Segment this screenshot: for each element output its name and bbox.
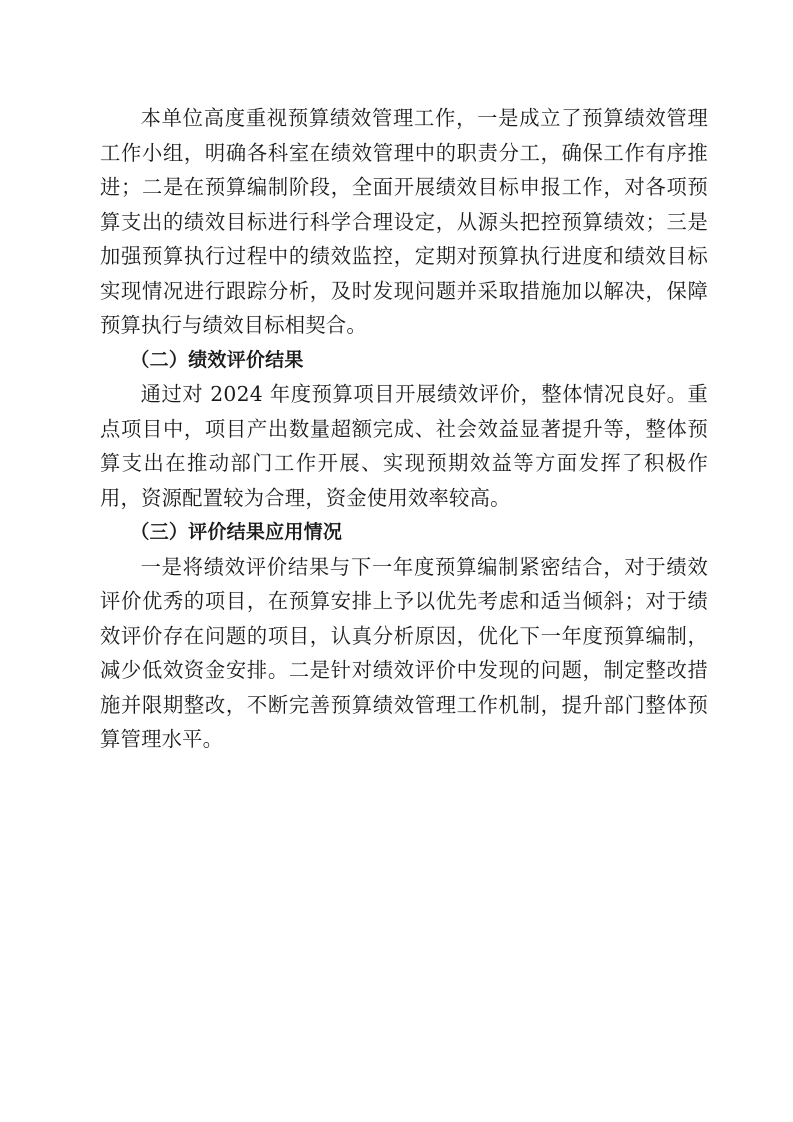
paragraph-budget-management: 本单位高度重视预算绩效管理工作，一是成立了预算绩效管理工作小组，明确各科室在绩效管理中的职责分工，确保工作有序推进；二是在预算编制阶段，全面开展绩效目标申报工作，对各项预算支出的绩效目标进行科学合理设定，从源头把控预算绩效；三是加强预算执行过程中的绩效监控，定期对预算执行进度和绩效目标实现情况进行跟踪分析，及时发现问题并采取措施加以解决，保障预算执行与绩效目标相契合。	[100, 106, 708, 337]
paragraph-results-application: 一是将绩效评价结果与下一年度预算编制紧密结合，对于绩效评价优秀的项目，在预算安排上予以优先考虑和适当倾斜；对于绩效评价存在问题的项目，认真分析原因，优化下一年度预算编制，减少低效资金安排。二是针对绩效评价中发现的问题，制定整改措施并限期整改，不断完善预算绩效管理工作机制，提升部门整体预算管理水平。	[100, 554, 708, 751]
heading-evaluation-results: （二）绩效评价结果	[130, 348, 304, 371]
paragraph-evaluation-results: 通过对 2024 年度预算项目开展绩效评价，整体情况良好。重点项目中，项目产出数量超额完成、社会效益显著提升等，整体预算支出在推动部门工作开展、实现预期效益等方面发挥了积极作用，资源配置较为合理，资金使用效率较高。	[100, 382, 708, 510]
document-page	[100, 101, 708, 757]
heading-results-application: （三）评价结果应用情况	[130, 521, 343, 543]
